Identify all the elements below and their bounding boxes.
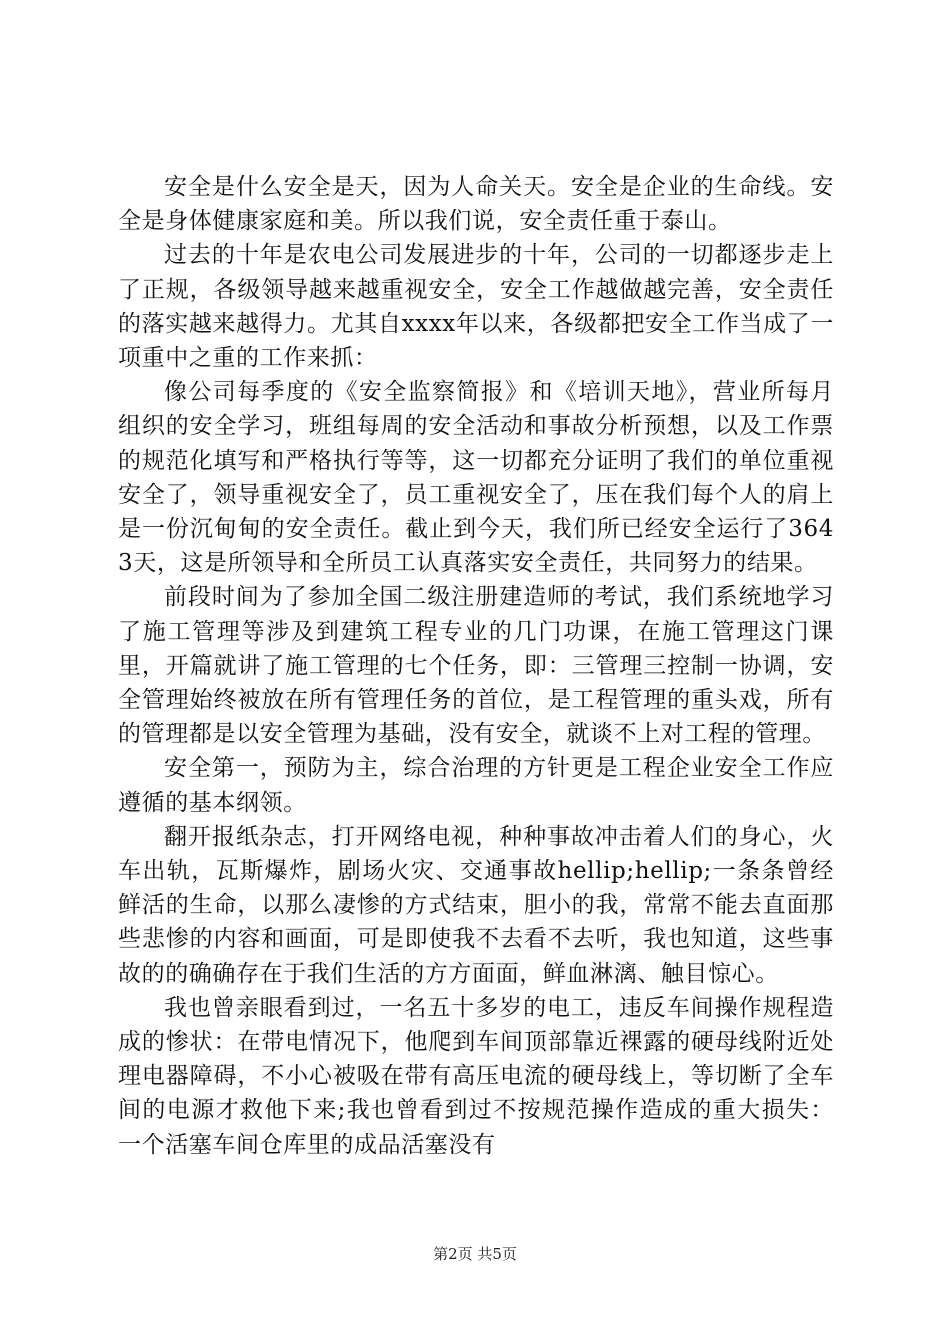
page-number-footer: 第2页 共5页 — [433, 1245, 517, 1263]
document-body — [118, 170, 834, 1162]
paragraph: 安全是什么安全是天，因为人命关天。安全是企业的生命线。安全是身体健康家庭和美。所以我们说，安全责任重于泰山。 — [118, 174, 834, 235]
paragraph: 安全第一，预防为主，综合治理的方针更是工程企业安全工作应遵循的基本纲领。 — [118, 755, 834, 816]
paragraph: 前段时间为了参加全国二级注册建造师的考试，我们系统地学习了施工管理等涉及到建筑工程专业的几门功课，在施工管理这门课里，开篇就讲了施工管理的七个任务，即：三管理三控制一协调，安全管理始终被放在所有管理任务的首位，是工程管理的重头戏，所有的管理都是以安全管理为基础，没有安全，就谈不上对工程的管理。 — [118, 584, 834, 748]
paragraph: 我也曾亲眼看到过，一名五十多岁的电工，违反车间操作规程造成的惨状：在带电情况下，他爬到车间顶部靠近裸露的硬母线附近处理电器障碍，不小心被吸在带有高压电流的硬母线上，等切断了全车间的电源才救他下来;我也曾看到过不按规范操作造成的重大损失：一个活塞车间仓库里的成品活塞没有 — [118, 994, 834, 1158]
paragraph: 翻开报纸杂志，打开网络电视，种种事故冲击着人们的身心，火车出轨，瓦斯爆炸，剧场火灾、交通事故hellip;hellip;一条条曾经鲜活的生命，以那么凄惨的方式结束，胆小的我，常常不能去直面那些悲惨的内容和画面，可是即使我不去看不去听，我也知道，这些事故的的确确存在于我们生活的方方面面，鲜血淋漓、触目惊心。 — [118, 823, 834, 987]
paragraph: 像公司每季度的《安全监察简报》和《培训天地》，营业所每月组织的安全学习，班组每周的安全活动和事故分析预想，以及工作票的规范化填写和严格执行等等，这一切都充分证明了我们的单位重视安全了，领导重视安全了，员工重视安全了，压在我们每个人的肩上是一份沉甸甸的安全责任。截止到今天，我们所已经安全运行了3643天，这是所领导和全所员工认真落实安全责任，共同努力的结果。 — [118, 379, 834, 577]
paragraph: 过去的十年是农电公司发展进步的十年，公司的一切都逐步走上了正规，各级领导越来越重视安全，安全工作越做越完善，安全责任的落实越来越得力。尤其自xxxx年以来，各级都把安全工作当成了一项重中之重的工作来抓： — [118, 242, 834, 372]
